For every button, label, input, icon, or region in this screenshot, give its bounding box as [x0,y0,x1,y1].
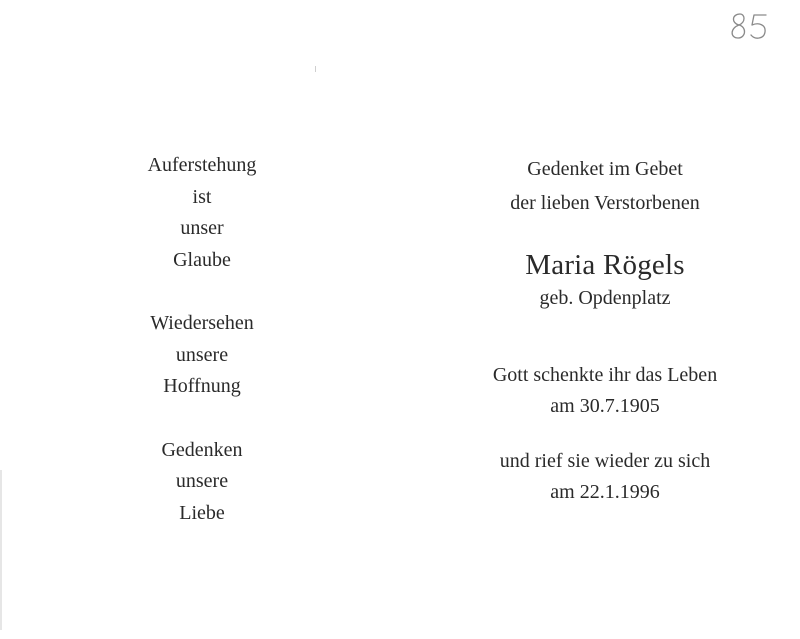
verse-stanza-faith [102,150,302,276]
birth-text: Gott schenkte ihr das Leben [492,364,718,386]
handwritten-page-number [726,6,774,46]
verse-line: Wiedersehen [150,312,254,334]
memorial-text-column [445,152,765,508]
verse-stanza-hope [102,308,302,403]
verse-line: Auferstehung [147,154,257,176]
life-dates [445,360,765,508]
verse-stanza-love [102,435,302,530]
deceased-name: Maria Rögels [525,249,685,281]
death-date: am 22.1.1996 [550,481,660,503]
birth-date: am 30.7.1905 [550,395,660,417]
prayer-request-line: der lieben Verstorbenen [510,192,700,214]
prayer-request-line: Gedenket im Gebet [527,158,683,180]
verse-line: Gedenken [161,438,243,461]
verse-line: Liebe [179,501,225,524]
death-text: und rief sie wieder zu sich [499,450,711,472]
verse-column [102,150,302,529]
prayer-request [445,152,765,220]
verse-line: Hoffnung [163,375,241,397]
verse-line: unser [180,217,224,239]
birth-name: geb. Opdenplatz [539,287,671,309]
verse-line: unsere [175,470,229,492]
verse-line: Glaube [173,248,231,271]
scan-edge-shadow [0,470,2,630]
verse-line: ist [192,185,212,208]
scan-speck [315,66,316,72]
verse-line: unsere [175,343,229,366]
